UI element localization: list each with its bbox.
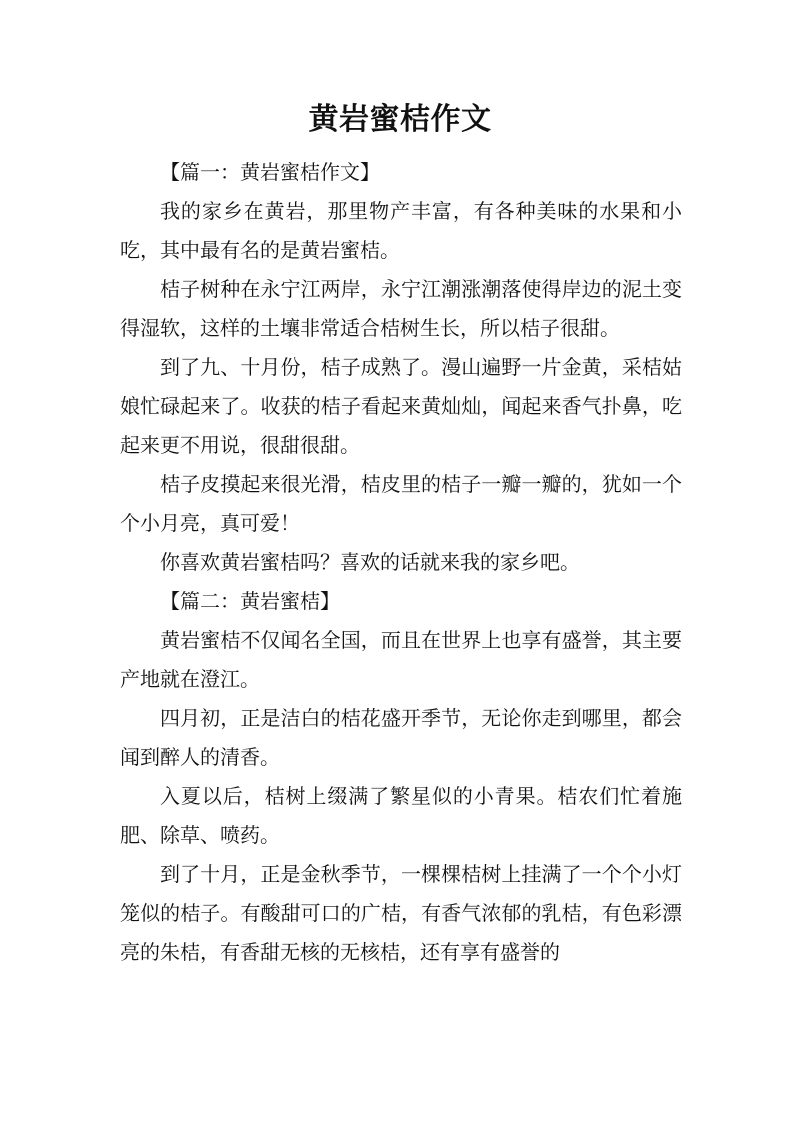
section-heading-2: 【篇二：黄岩蜜桔】 [160,589,340,613]
paragraph: 到了十月，正是金秋季节，一棵棵桔树上挂满了一个个小灯笼似的桔子。有酸甜可口的广桔，有香气浓郁的乳桔，有色彩漂亮的朱桔，有香甜无核的无核桔，还有享有盛誉的 [120,862,682,964]
article-body [120,153,682,972]
paragraph: 我的家乡在黄岩，那里物产丰富，有各种美味的水果和小吃，其中最有名的是黄岩蜜桔。 [120,199,682,262]
paragraph: 黄岩蜜桔不仅闻名全国，而且在世界上也享有盛誉，其主要产地就在澄江。 [120,628,682,691]
paragraph: 桔子树种在永宁江两岸，永宁江潮涨潮落使得岸边的泥土变得湿软，这样的土壤非常适合桔树生长，所以桔子很甜。 [120,277,682,340]
section-heading-1: 【篇一：黄岩蜜桔作文】 [160,160,380,184]
paragraph: 你喜欢黄岩蜜桔吗？喜欢的话就来我的家乡吧。 [160,550,580,574]
paragraph: 入夏以后，桔树上缀满了繁星似的小青果。桔农们忙着施肥、除草、喷药。 [120,784,682,847]
paragraph: 桔子皮摸起来很光滑，桔皮里的桔子一瓣一瓣的，犹如一个个小月亮，真可爱！ [120,472,682,535]
page-title: 黄岩蜜桔作文 [308,102,492,137]
paragraph: 到了九、十月份，桔子成熟了。漫山遍野一片金黄，采桔姑娘忙碌起来了。收获的桔子看起来黄灿灿，闻起来香气扑鼻，吃起来更不用说，很甜很甜。 [120,355,682,457]
paragraph: 四月初，正是洁白的桔花盛开季节，无论你走到哪里，都会闻到醉人的清香。 [120,706,682,769]
